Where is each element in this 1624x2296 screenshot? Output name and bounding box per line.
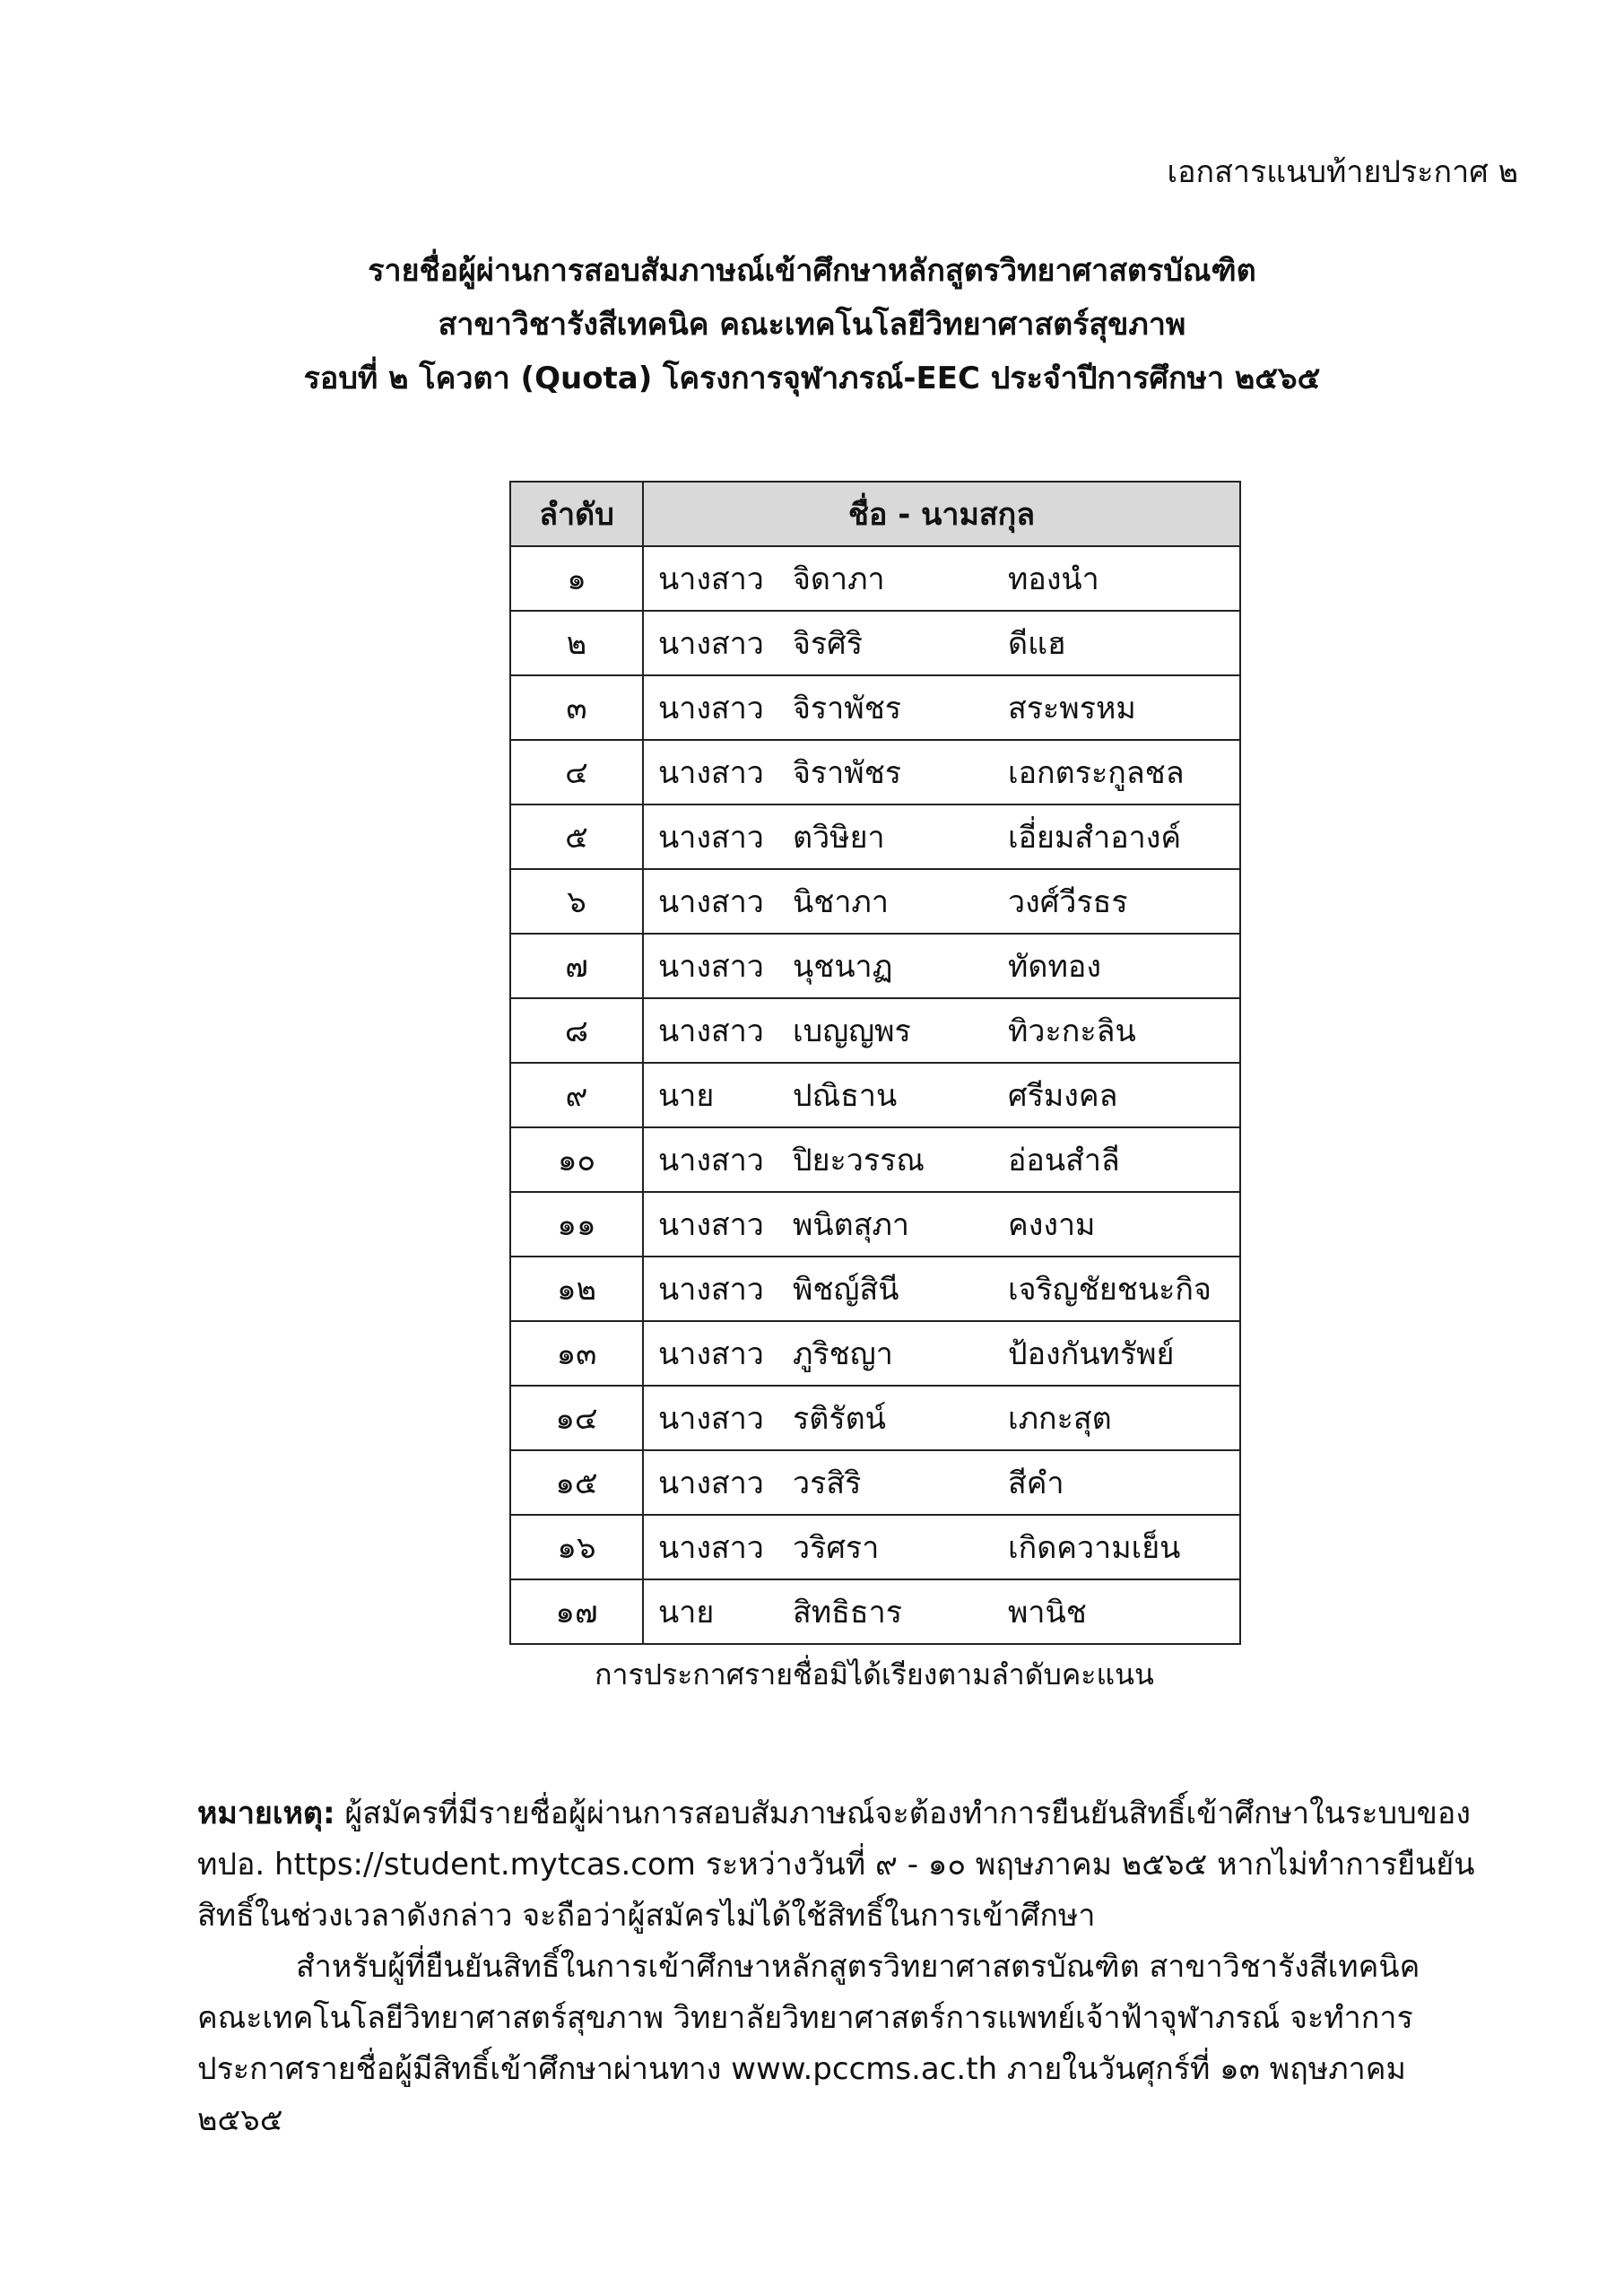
row-name (643, 675, 1240, 740)
note-paragraph-2: สำหรับผู้ที่ยืนยันสิทธิ์ในการเข้าศึกษาหลักสูตรวิทยาศาสตรบัณฑิต สาขาวิชารังสีเทคนิค คณะเทคโนโลยีวิทยาศาสตร์สุขภาพ วิทยาลัยวิทยาศาสตร์การแพทย์เจ้าฟ้าจุฬาภรณ์ จะทำการประกาศรายชื่อผู้มีสิทธิ์เข้าศึกษาผ่านทาง www.pccms.ac.th ภายในวันศุกร์ที่ ๑๓ พฤษภาคม ๒๕๖๕ (197, 1949, 1420, 2138)
title-line-3: รอบที่ ๒ โควตา (Quota) โครงการจุฬาภรณ์-EEC ประจำปีการศึกษา ๒๕๖๕ (303, 361, 1321, 396)
row-name (643, 1257, 1240, 1321)
row-number: ๑๑ (510, 1192, 643, 1257)
row-name (643, 804, 1240, 869)
row-first-name: ปณิธาน (793, 1078, 898, 1114)
title-line-1: รายชื่อผู้ผ่านการสอบสัมภาษณ์เข้าศึกษาหลักสูตรวิทยาศาสตรบัณฑิต (368, 253, 1256, 289)
row-title: นางสาว (658, 626, 764, 662)
document-title (0, 244, 1624, 405)
row-number: ๑ (510, 546, 643, 611)
row-number: ๑๔ (510, 1386, 643, 1450)
row-name (643, 1063, 1240, 1127)
row-number: ๗ (510, 934, 643, 998)
row-name (643, 1515, 1240, 1579)
row-last-name: วงศ์วีรธร (1008, 884, 1128, 920)
row-first-name: ปิยะวรรณ (793, 1143, 925, 1178)
row-first-name: จิดาภา (793, 561, 885, 597)
row-name (643, 934, 1240, 998)
row-title: นางสาว (658, 1530, 764, 1566)
row-title: นางสาว (658, 1336, 764, 1372)
row-title: นางสาว (658, 949, 764, 985)
row-last-name: สีคำ (1008, 1465, 1064, 1501)
table-row (510, 611, 1240, 675)
row-first-name: จิราพัชร (793, 691, 902, 726)
row-title: นางสาว (658, 755, 764, 791)
table-caption: การประกาศรายชื่อมิได้เรียงตามลำดับคะแนน (595, 1657, 1154, 1692)
table-row (510, 1321, 1240, 1386)
row-first-name: พิชญ์สินี (793, 1272, 899, 1308)
row-name (643, 740, 1240, 804)
row-first-name: นุชนาฏ (793, 949, 893, 985)
table-row (510, 804, 1240, 869)
row-last-name: คงงาม (1008, 1207, 1096, 1243)
table-row (510, 1192, 1240, 1257)
row-name (643, 1450, 1240, 1515)
header-name: ชื่อ - นามสกุล (643, 482, 1240, 546)
row-title: นางสาว (658, 1465, 764, 1501)
row-number: ๑๕ (510, 1450, 643, 1515)
table-row (510, 1450, 1240, 1515)
row-first-name: เบญญพร (793, 1013, 911, 1049)
row-number: ๒ (510, 611, 643, 675)
row-last-name: สระพรหม (1008, 691, 1136, 726)
table-body (510, 546, 1240, 1644)
row-number: ๖ (510, 869, 643, 934)
table-row (510, 998, 1240, 1063)
title-line-2: สาขาวิชารังสีเทคนิค คณะเทคโนโลยีวิทยาศาสตร์สุขภาพ (438, 307, 1186, 343)
row-title: นางสาว (658, 884, 764, 920)
row-number: ๔ (510, 740, 643, 804)
row-last-name: เกิดความเย็น (1008, 1530, 1181, 1566)
row-first-name: จิราพัชร (793, 755, 902, 791)
row-title: นาย (658, 1595, 715, 1631)
row-title: นางสาว (658, 1143, 764, 1178)
row-last-name: ทองนำ (1008, 561, 1099, 597)
row-first-name: จิรศิริ (793, 626, 864, 662)
table-row (510, 934, 1240, 998)
row-name (643, 1386, 1240, 1450)
row-last-name: อ่อนสำลี (1008, 1143, 1120, 1178)
row-title: นางสาว (658, 1013, 764, 1049)
row-last-name: ศรีมงคล (1008, 1078, 1118, 1114)
header-no: ลำดับ (510, 482, 643, 546)
row-title: นางสาว (658, 1207, 764, 1243)
row-last-name: ทิวะกะลิน (1008, 1013, 1136, 1049)
note-text-1: ผู้สมัครที่มีรายชื่อผู้ผ่านการสอบสัมภาษณ์จะต้องทำการยืนยันสิทธิ์เข้าศึกษาในระบบของ ทปอ. https://student.mytcas.com ระหว่างวันที่ ๙ - ๑๐ พฤษภาคม ๒๕๖๕ หากไม่ทำการยืนยันสิทธิ์ในช่วงเวลาดังกล่าว จะถือว่าผู้สมัครไม่ได้ใช้สิทธิ์ในการเข้าศึกษา (197, 1796, 1475, 1934)
row-last-name: ดีแฮ (1008, 626, 1066, 662)
row-number: ๕ (510, 804, 643, 869)
row-name (643, 1192, 1240, 1257)
note-section (197, 1788, 1481, 2146)
row-title: นางสาว (658, 691, 764, 726)
table-row (510, 740, 1240, 804)
row-title: นางสาว (658, 1272, 764, 1308)
row-title: นางสาว (658, 561, 764, 597)
results-table-container (509, 481, 1239, 1695)
row-last-name: ทัดทอง (1008, 949, 1101, 985)
row-last-name: เจริญชัยชนะกิจ (1008, 1272, 1211, 1308)
row-name (643, 998, 1240, 1063)
table-header-row (510, 482, 1240, 546)
row-number: ๑๗ (510, 1579, 643, 1644)
row-title: นางสาว (658, 820, 764, 856)
row-title: นาย (658, 1078, 715, 1114)
row-first-name: พนิตสุภา (793, 1207, 909, 1243)
row-number: ๑๒ (510, 1257, 643, 1321)
table-row (510, 1515, 1240, 1579)
row-first-name: รติรัตน์ (793, 1401, 886, 1437)
table-row (510, 1579, 1240, 1644)
row-number: ๙ (510, 1063, 643, 1127)
attachment-label: เอกสารแนบท้ายประกาศ ๒ (1167, 154, 1518, 190)
row-last-name: เอี่ยมสำอางค์ (1008, 820, 1182, 856)
results-table (509, 481, 1241, 1645)
row-number: ๑๓ (510, 1321, 643, 1386)
table-row (510, 675, 1240, 740)
table-row (510, 1386, 1240, 1450)
row-first-name: วริศรา (793, 1530, 880, 1566)
row-first-name: นิชาภา (793, 884, 889, 920)
note-paragraph-1 (197, 1788, 1481, 1942)
table-row (510, 1257, 1240, 1321)
table-row (510, 1127, 1240, 1192)
row-last-name: เภกะสุต (1008, 1401, 1112, 1437)
row-first-name: ภูริชญา (793, 1336, 893, 1372)
row-name (643, 1127, 1240, 1192)
row-number: ๓ (510, 675, 643, 740)
row-last-name: เอกตระกูลชล (1008, 755, 1185, 791)
row-first-name: สิทธิธาร (793, 1595, 903, 1631)
row-number: ๑๐ (510, 1127, 643, 1192)
row-last-name: พานิช (1008, 1595, 1087, 1631)
row-name (643, 1321, 1240, 1386)
note-label: หมายเหตุ: (197, 1796, 335, 1831)
row-first-name: ตวิษิยา (793, 820, 885, 856)
row-name (643, 611, 1240, 675)
row-name (643, 1579, 1240, 1644)
row-number: ๑๖ (510, 1515, 643, 1579)
row-number: ๘ (510, 998, 643, 1063)
row-first-name: วรสิริ (793, 1465, 862, 1501)
table-row (510, 1063, 1240, 1127)
table-row (510, 869, 1240, 934)
row-name (643, 869, 1240, 934)
row-last-name: ป้องกันทรัพย์ (1008, 1336, 1175, 1372)
table-row (510, 546, 1240, 611)
row-title: นางสาว (658, 1401, 764, 1437)
row-name (643, 546, 1240, 611)
